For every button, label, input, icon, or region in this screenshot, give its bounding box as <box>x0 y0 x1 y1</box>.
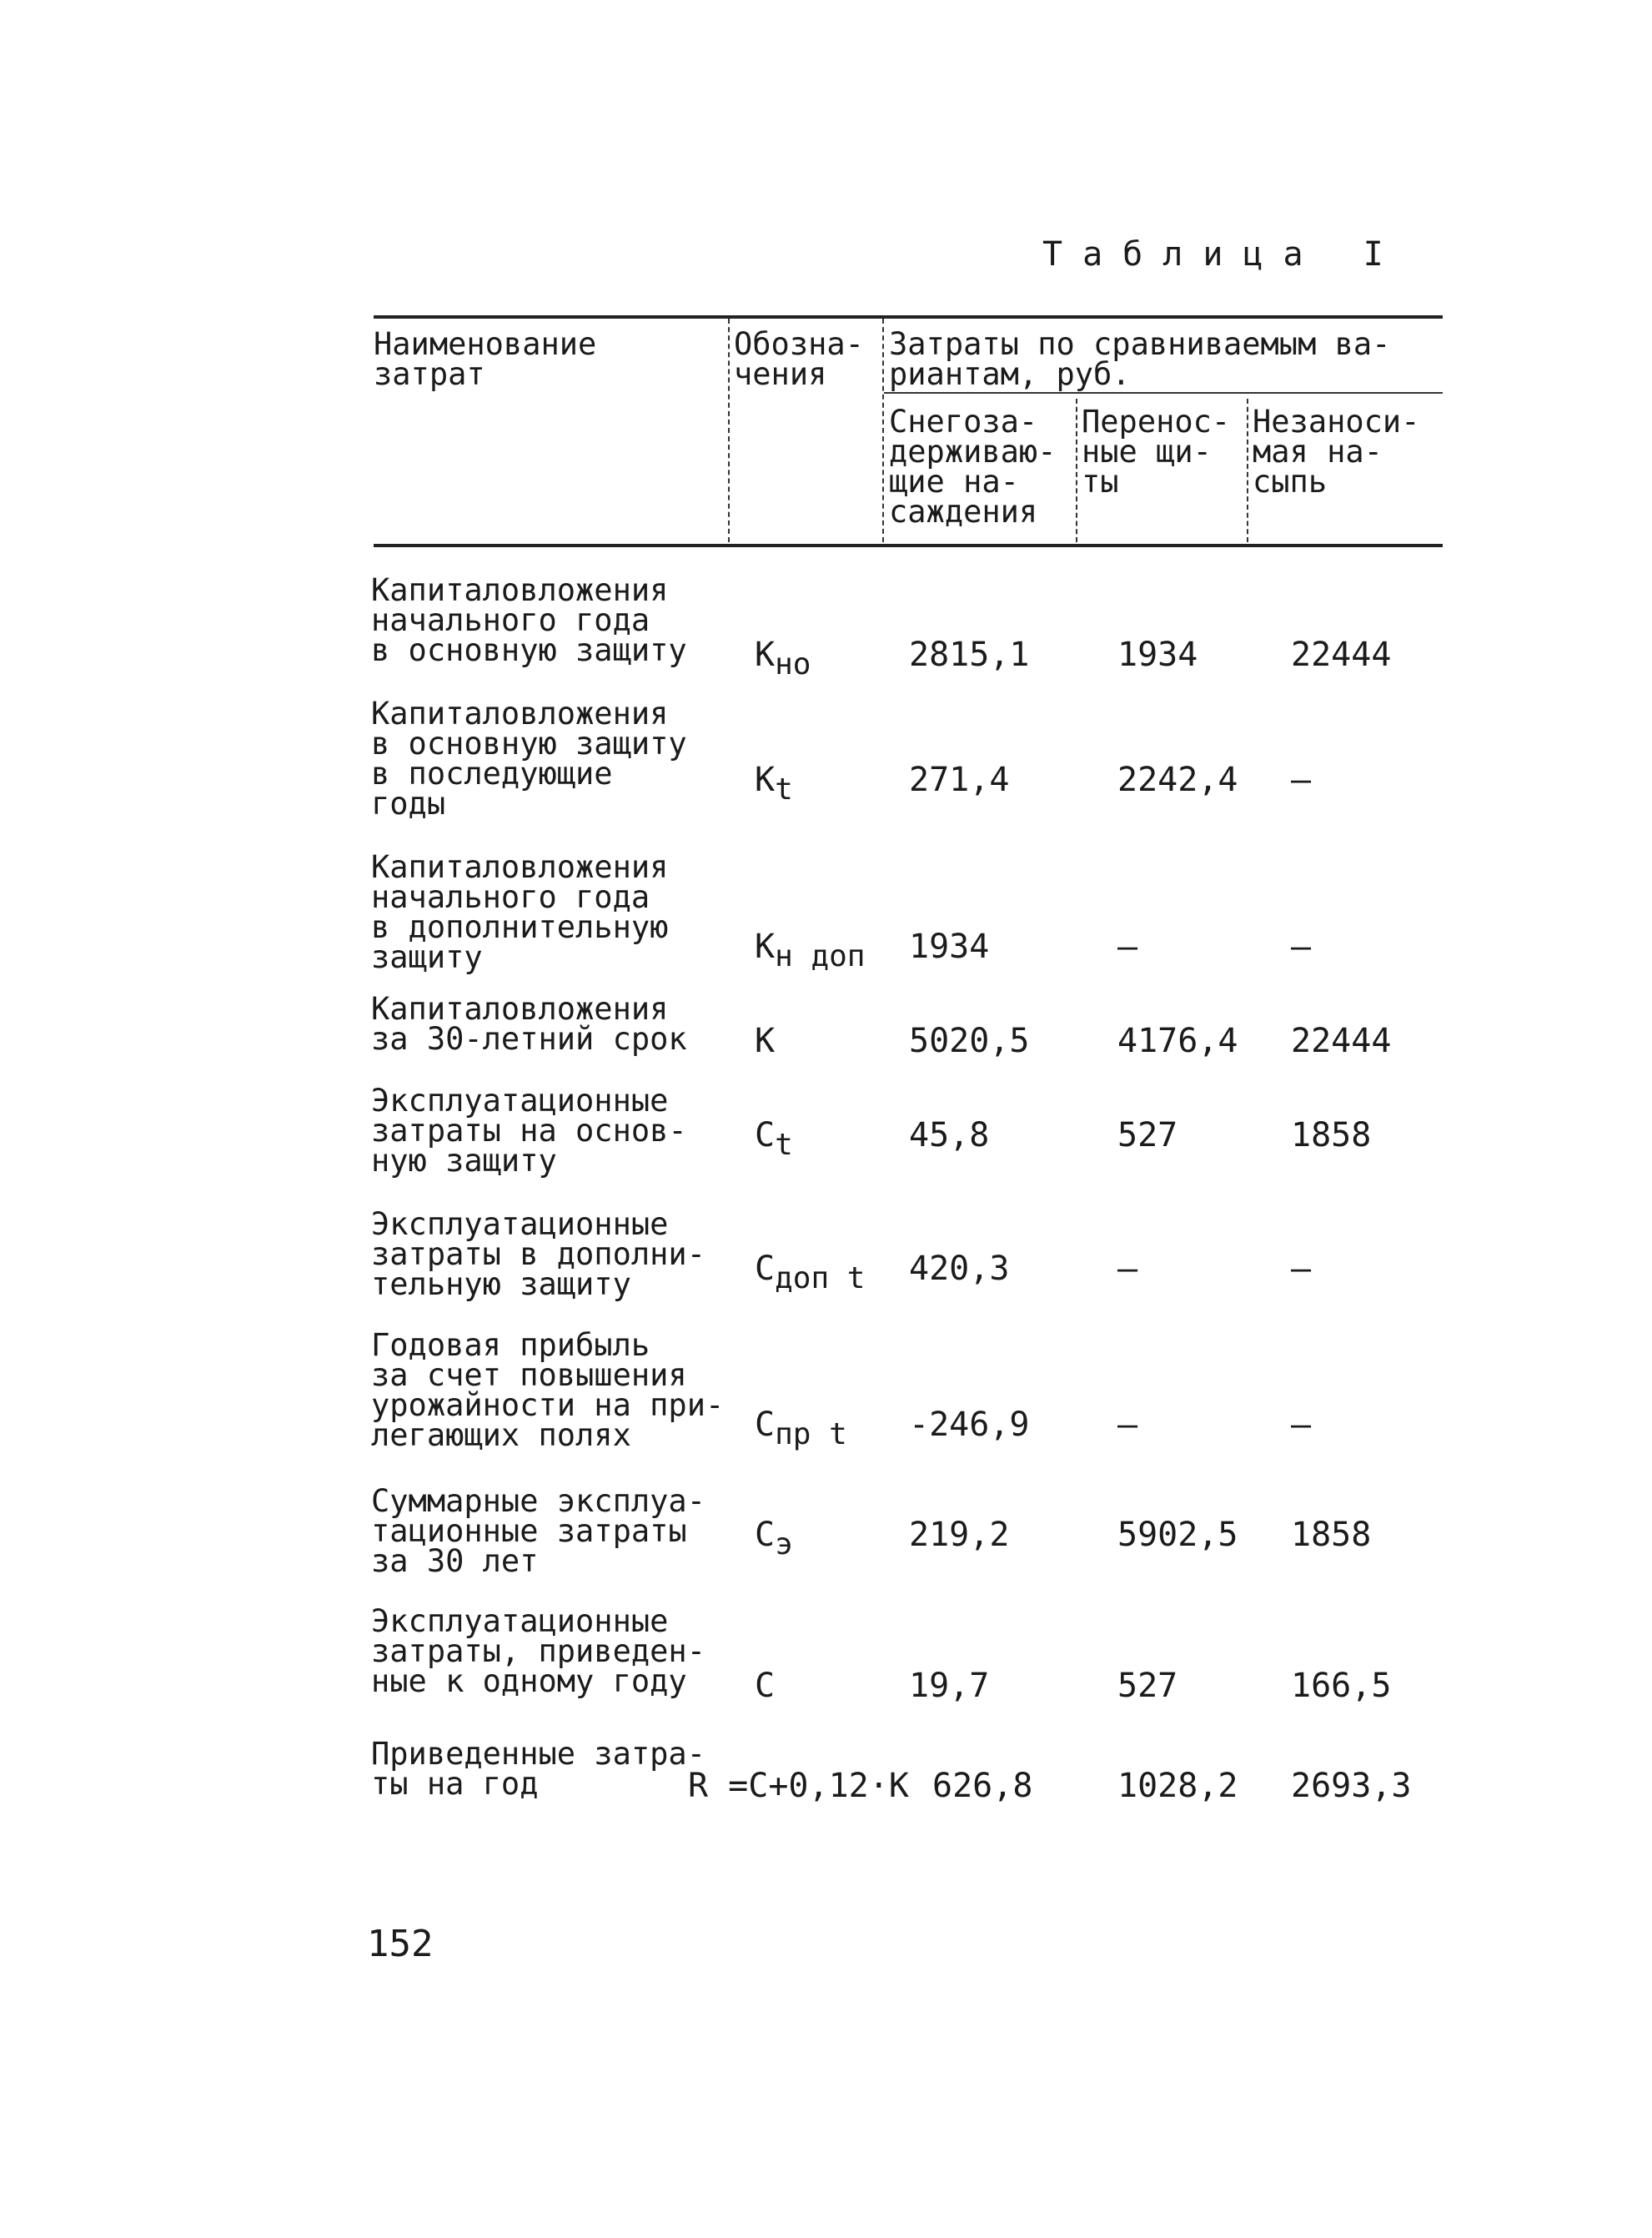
row-value-variant-2: 1028,2 <box>1117 1767 1238 1805</box>
row-name: Капиталовложения за 30-летний срок <box>371 991 687 1057</box>
row-value-variant-3: – <box>1291 761 1312 799</box>
row-designation: $С_э$ <box>755 1516 793 1562</box>
row-value-variant-3: 1858 <box>1291 1116 1372 1154</box>
row-value-variant-1: 420,3 <box>909 1250 1010 1288</box>
row-value-variant-2: 527 <box>1117 1667 1178 1705</box>
row-value-variant-3: 2693,3 <box>1291 1767 1412 1805</box>
row-value-variant-1: 1934 <box>909 928 990 966</box>
col-sep-2 <box>882 319 884 542</box>
header-variant-1: Снегоза- держиваю- щие на- саждения <box>889 404 1057 530</box>
row-name: Эксплуатационные затраты на основ- ную защиту <box>371 1083 687 1179</box>
header-bottom-rule <box>374 544 1443 547</box>
row-value-variant-2: 4176,4 <box>1117 1022 1238 1060</box>
row-designation: $С_t$ <box>755 1116 793 1162</box>
table-top-rule <box>374 315 1443 319</box>
page-number: 152 <box>367 1923 434 1965</box>
row-value-variant-2: – <box>1117 1250 1138 1288</box>
row-value-variant-2: – <box>1117 928 1138 966</box>
row-designation: С <box>755 1667 776 1705</box>
row-value-variant-3: 1858 <box>1291 1516 1372 1554</box>
row-value-variant-1: -246,9 <box>909 1406 1030 1444</box>
header-col-name: Наименование затрат <box>374 326 597 392</box>
row-value-variant-1: 19,7 <box>909 1667 990 1705</box>
row-name: Капиталовложения в основную защиту в последующие годы <box>371 696 687 822</box>
row-name: Капиталовложения начального года в основную защиту <box>371 572 687 668</box>
row-value-variant-3: 166,5 <box>1291 1667 1392 1705</box>
row-name: Эксплуатационные затраты, приведен- ные к одному году <box>371 1603 705 1699</box>
row-value-variant-3: – <box>1291 1250 1312 1288</box>
header-variant-2: Перенос- ные щи- ты <box>1082 404 1231 500</box>
row-designation: $К_t$ <box>755 761 793 807</box>
row-value-variant-1: 2815,1 <box>909 636 1030 674</box>
row-value-variant-1: 626,8 <box>932 1767 1033 1805</box>
header-variant-3: Незаноси- мая на- сыпь <box>1253 404 1420 500</box>
row-value-variant-1: 45,8 <box>909 1116 990 1154</box>
row-value-variant-2: 2242,4 <box>1117 761 1238 799</box>
row-name: Суммарные эксплуа- тационные затраты за 30 лет <box>371 1483 705 1579</box>
row-name: Капиталовложения начального года в дополнительную защиту <box>371 849 669 975</box>
row-value-variant-1: 271,4 <box>909 761 1010 799</box>
header-col-designation: Обозна- чения <box>734 326 864 392</box>
row-designation: К <box>755 1022 776 1060</box>
row-designation: $С_{пр t}$ <box>755 1406 847 1451</box>
header-subrule <box>884 392 1443 394</box>
row-value-variant-3: 22444 <box>1291 1022 1392 1060</box>
row-value-variant-3: 22444 <box>1291 636 1392 674</box>
row-designation: $К_{но}$ <box>755 636 811 681</box>
row-value-variant-3: – <box>1291 1406 1312 1444</box>
row-designation: R =C+0,12·K <box>688 1767 909 1805</box>
col-sep-4 <box>1247 399 1248 542</box>
row-value-variant-2: 5902,5 <box>1117 1516 1238 1554</box>
row-name: Годовая прибыль за счет повышения урожайности на при- легающих полях <box>371 1327 725 1453</box>
row-designation: $К_{н доп}$ <box>755 928 866 973</box>
row-value-variant-1: 5020,5 <box>909 1022 1030 1060</box>
header-col-costs: Затраты по сравниваемым ва- риантам, руб. <box>889 326 1391 392</box>
row-value-variant-2: 1934 <box>1117 636 1198 674</box>
row-value-variant-1: 219,2 <box>909 1516 1010 1554</box>
row-designation: $С_{доп t}$ <box>755 1250 866 1295</box>
table-title: Таблица I <box>1042 235 1403 274</box>
row-value-variant-2: – <box>1117 1406 1138 1444</box>
col-sep-1 <box>728 319 730 542</box>
col-sep-3 <box>1076 399 1077 542</box>
row-name: Эксплуатационные затраты в дополни- тельную защиту <box>371 1206 705 1302</box>
row-name: Приведенные затра- ты на год <box>371 1736 705 1802</box>
row-value-variant-2: 527 <box>1117 1116 1178 1154</box>
row-value-variant-3: – <box>1291 928 1312 966</box>
